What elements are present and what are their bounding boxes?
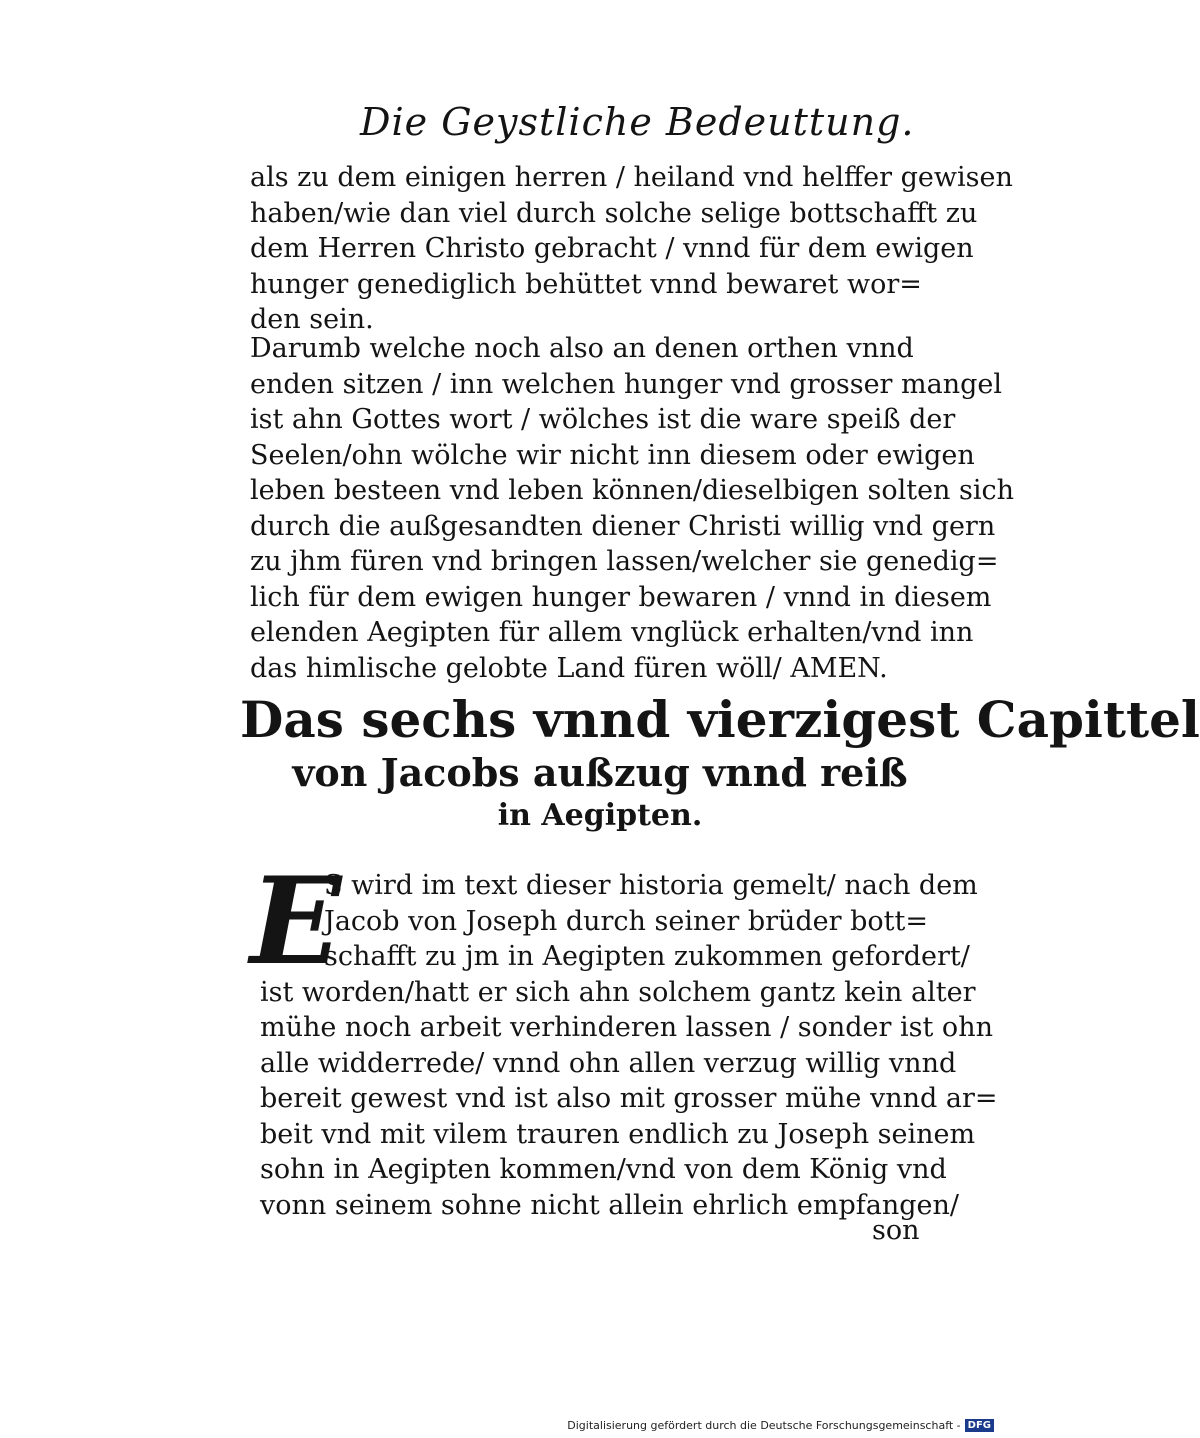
catchword: son xyxy=(872,1215,920,1246)
footer-credit: Digitalisierung gefördert durch die Deutsche Forschungsgemeinschaft - xyxy=(567,1419,961,1432)
text-line: als zu dem einigen herren / heiland vnd helffer gewisen xyxy=(250,162,1013,193)
text-line: haben/wie dan viel durch solche selige bottschafft zu xyxy=(250,197,978,229)
text-line: ist ahn Gottes wort / wölches ist die ware speiß der xyxy=(250,404,956,435)
text-line: ist worden/hatt er sich ahn solchem gantz kein alter xyxy=(260,976,976,1008)
running-head: Die Geystliche Bedeuttung. xyxy=(360,100,915,144)
drop-cap: E xyxy=(250,851,342,992)
chapter-title: Das sechs vnnd vierzigest Capittel xyxy=(240,690,1200,749)
text-line: das himlische gelobte Land füren wöll/ AMEN. xyxy=(250,652,888,684)
text-line: lich für dem ewigen hunger bewaren / vnnd in diesem xyxy=(250,581,992,613)
text-line: schafft zu jm in Aegipten zukommen gefordert/ xyxy=(324,941,970,972)
text-line: Darumb welche noch also an denen orthen vnnd xyxy=(250,333,914,364)
text-line: bereit gewest vnd ist also mit grosser mühe vnnd ar= xyxy=(260,1083,998,1114)
text-line: S wird im text dieser historia gemelt/ nach dem xyxy=(324,870,978,901)
text-line: dem Herren Christo gebracht / vnnd für dem ewigen xyxy=(250,233,974,264)
chapter-subtitle: von Jacobs außzug vnnd reiß xyxy=(292,750,908,795)
text-line: hunger genediglich behüttet vnnd bewaret wor= xyxy=(250,268,922,300)
paragraph-chapter-body xyxy=(260,868,998,1223)
text-line: Seelen/ohn wölche wir nicht inn diesem oder ewigen xyxy=(250,439,975,471)
text-line: mühe noch arbeit verhinderen lassen / sonder ist ohn xyxy=(260,1012,993,1043)
text-line: beit vnd mit vilem trauren endlich zu Joseph seinem xyxy=(260,1118,976,1150)
paragraph-continuation xyxy=(250,160,1013,338)
digitization-footer xyxy=(567,1419,994,1432)
text-line: elenden Aegipten für allem vnglück erhalten/vnd inn xyxy=(250,617,974,648)
paragraph-darumb xyxy=(250,331,1015,686)
text-line: den sein. xyxy=(250,304,374,335)
text-line: vonn seinem sohne nicht allein ehrlich empfangen/ xyxy=(260,1189,959,1221)
chapter-subtitle-end: in Aegipten. xyxy=(497,798,703,833)
text-line: Jacob von Joseph durch seiner brüder bott= xyxy=(324,905,929,937)
text-line: leben besteen vnd leben können/dieselbigen solten sich xyxy=(250,475,1015,506)
text-line: sohn in Aegipten kommen/vnd von dem König vnd xyxy=(260,1154,947,1185)
dfg-logo-icon: DFG xyxy=(965,1419,994,1432)
chapter-heading xyxy=(240,690,1200,836)
text-line: alle widderrede/ vnnd ohn allen verzug willig vnnd xyxy=(260,1047,957,1079)
text-line: zu jhm füren vnd bringen lassen/welcher sie genedig= xyxy=(250,546,999,577)
text-line: enden sitzen / inn welchen hunger vnd grosser mangel xyxy=(250,368,1003,400)
text-line: durch die außgesandten diener Christi willig vnd gern xyxy=(250,510,996,542)
